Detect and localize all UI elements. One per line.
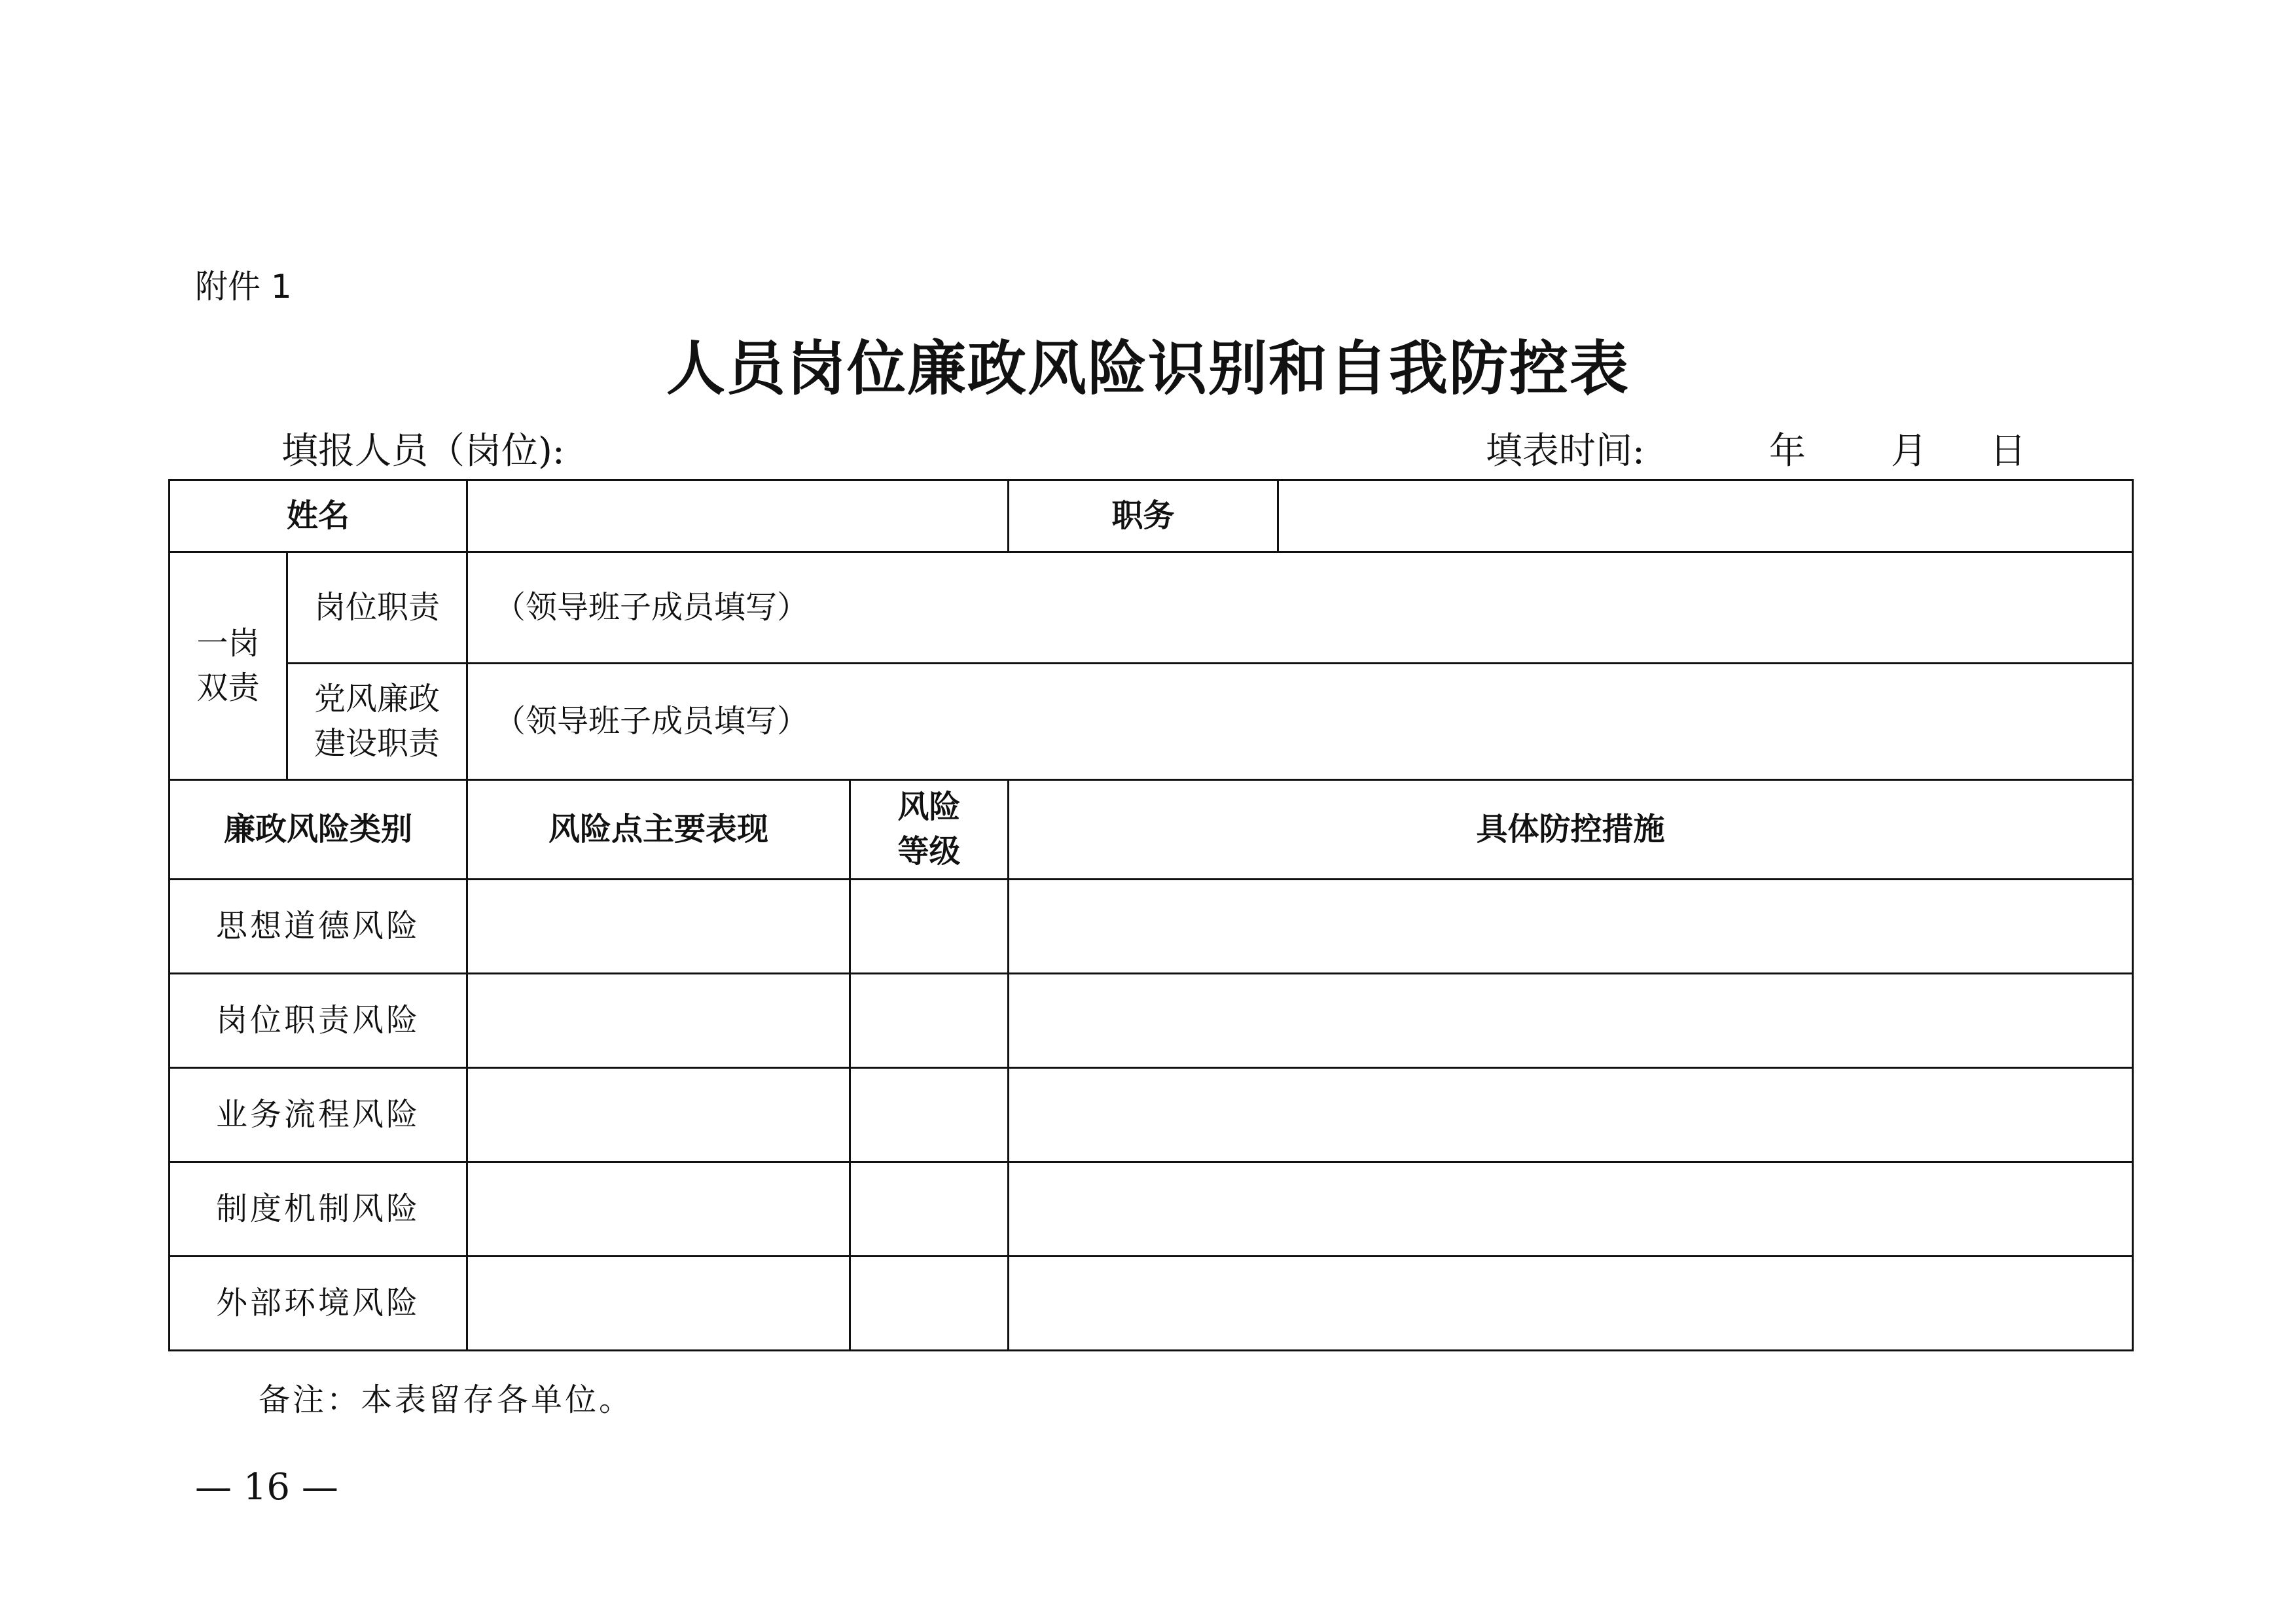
duty-row — [170, 552, 2133, 664]
table-row — [170, 1257, 2133, 1351]
name-label: 姓名 — [170, 480, 467, 552]
duty-field[interactable]: （领导班子成员填写） — [467, 552, 2133, 664]
name-row — [170, 480, 2133, 552]
measures-header: 具体防控措施 — [1009, 780, 2133, 880]
level-field[interactable] — [850, 1257, 1009, 1351]
footer-note: 备注：本表留存各单位。 — [259, 1382, 634, 1418]
measures-field[interactable] — [1009, 974, 2133, 1068]
dual-duty-label — [170, 552, 287, 780]
manifestation-header: 风险点主要表现 — [467, 780, 850, 880]
level-field[interactable] — [850, 974, 1009, 1068]
party-duty-field[interactable]: （领导班子成员填写） — [467, 664, 2133, 780]
position-field[interactable] — [1278, 480, 2133, 552]
risk-category: 岗位职责风险 — [170, 974, 467, 1068]
page-title: 人员岗位廉政风险识别和自我防控表 — [666, 334, 1630, 403]
level-header-line2: 等级 — [897, 832, 961, 870]
party-duty-line1: 党风廉政 — [314, 681, 440, 718]
risk-category: 思想道德风险 — [170, 880, 467, 974]
risk-form-table — [168, 479, 2134, 1351]
month-label: 月 — [1890, 430, 1928, 473]
level-field[interactable] — [850, 1068, 1009, 1162]
table-row — [170, 974, 2133, 1068]
dual-duty-line1: 一岗 — [196, 625, 260, 662]
dual-duty-line2: 双责 — [196, 669, 260, 706]
level-header-line1: 风险 — [897, 789, 961, 826]
manifestation-field[interactable] — [467, 1257, 850, 1351]
measures-field[interactable] — [1009, 1068, 2133, 1162]
page-number: — 16 — — [195, 1466, 338, 1508]
category-header: 廉政风险类别 — [170, 780, 467, 880]
measures-field[interactable] — [1009, 880, 2133, 974]
fill-time — [1486, 422, 2026, 474]
level-header — [850, 780, 1009, 880]
party-duty-label — [287, 664, 467, 780]
manifestation-field[interactable] — [467, 880, 850, 974]
risk-category: 外部环境风险 — [170, 1257, 467, 1351]
party-duty-row — [170, 664, 2133, 780]
manifestation-field[interactable] — [467, 974, 850, 1068]
year-label: 年 — [1768, 430, 1806, 473]
table-row — [170, 880, 2133, 974]
level-field[interactable] — [850, 1162, 1009, 1257]
day-label: 日 — [1989, 430, 2026, 473]
manifestation-field[interactable] — [467, 1162, 850, 1257]
position-label: 职务 — [1009, 480, 1278, 552]
risk-category: 制度机制风险 — [170, 1162, 467, 1257]
party-duty-line2: 建设职责 — [314, 724, 440, 762]
measures-field[interactable] — [1009, 1257, 2133, 1351]
risk-category: 业务流程风险 — [170, 1068, 467, 1162]
reporter-label: 填报人员（岗位): — [281, 430, 565, 473]
annex-label: 附件 1 — [195, 268, 292, 306]
name-field[interactable] — [467, 480, 1009, 552]
table-row — [170, 1068, 2133, 1162]
level-field[interactable] — [850, 880, 1009, 974]
table-row — [170, 1162, 2133, 1257]
manifestation-field[interactable] — [467, 1068, 850, 1162]
header-row — [170, 780, 2133, 880]
fill-time-label: 填表时间: — [1486, 430, 1645, 473]
duty-label: 岗位职责 — [287, 552, 467, 664]
measures-field[interactable] — [1009, 1162, 2133, 1257]
